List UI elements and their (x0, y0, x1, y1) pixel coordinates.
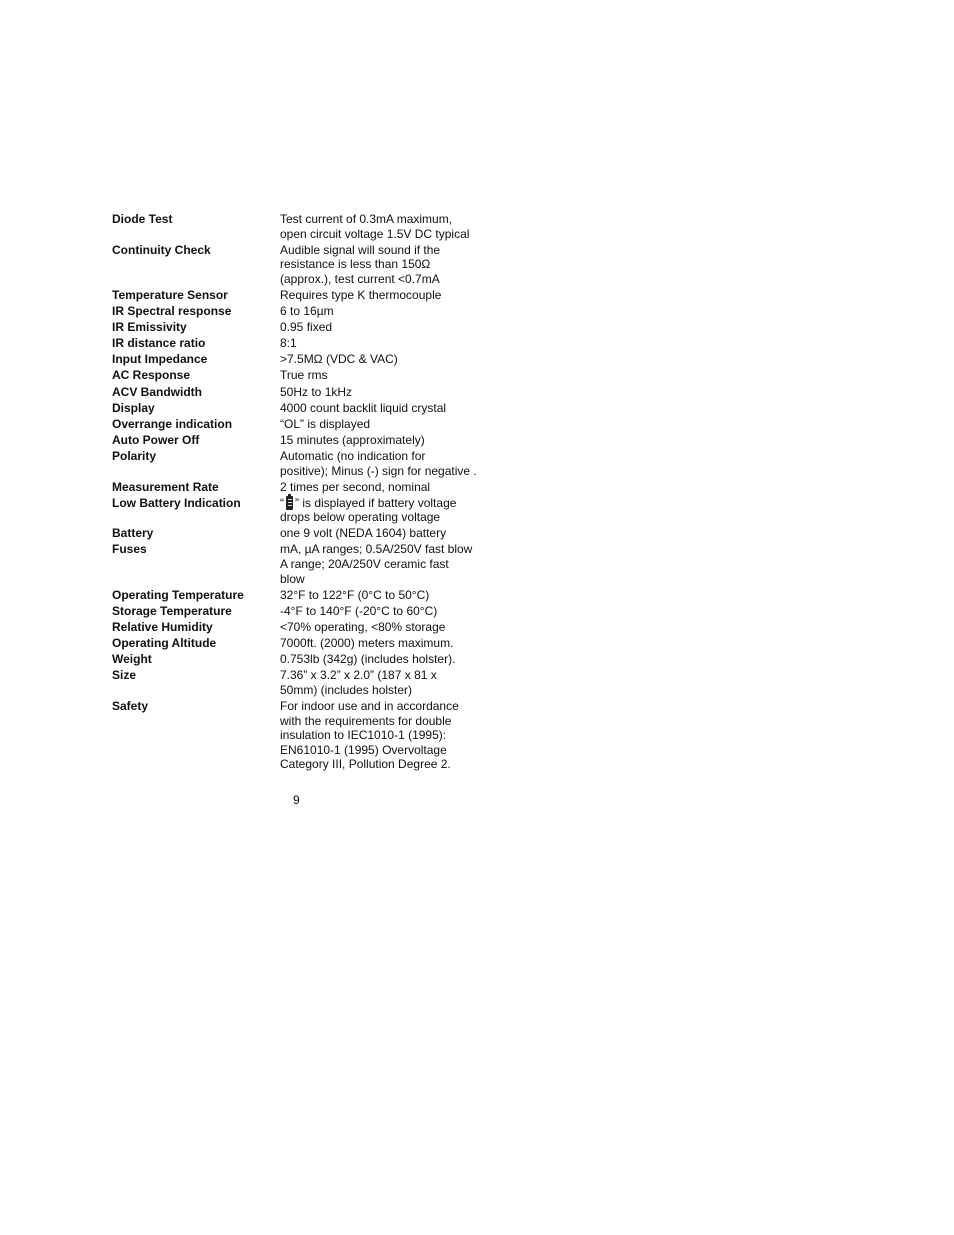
spec-label: Diode Test (112, 212, 173, 226)
spec-value: one 9 volt (NEDA 1604) battery (280, 526, 447, 541)
spec-value: >7.5MΩ (VDC & VAC) (280, 352, 398, 367)
spec-row-storage-temperature (112, 604, 502, 619)
spec-label: IR distance ratio (112, 336, 206, 351)
spec-label: Display (112, 400, 155, 415)
spec-row-ir-emissivity (112, 320, 502, 335)
spec-row-polarity (112, 449, 502, 478)
spec-label: Battery (112, 526, 154, 541)
spec-row-ir-spectral-response (112, 304, 502, 319)
spec-row-auto-power-off (112, 433, 502, 448)
spec-label: Temperature Sensor (112, 287, 228, 302)
spec-label: Low Battery Indication (112, 495, 241, 510)
spec-value: 0.753lb (342g) (includes holster). (280, 652, 456, 667)
spec-label: Overrange indication (112, 416, 233, 431)
spec-row-measurement-rate (112, 480, 502, 495)
spec-value: Audible signal will sound if the resistance is less than 150Ω (approx.), test current <0.7mA (280, 242, 441, 286)
spec-label: Storage Temperature (112, 603, 232, 618)
specifications-table (112, 212, 502, 773)
spec-row-low-battery-indication (112, 496, 502, 525)
spec-row-ac-response (112, 368, 502, 383)
spec-label: Safety (112, 698, 149, 713)
spec-value: <70% operating, <80% storage (280, 619, 446, 634)
spec-value: True rms (280, 368, 328, 383)
spec-value: 15 minutes (approximately) (280, 432, 425, 447)
spec-value: For indoor use and in accordance with the requirements for double insulation to IEC1010-1 (1995): EN61010-1 (1995) Overvoltage Category III, Pollution Degree 2. (280, 698, 459, 772)
spec-row-diode-test (112, 212, 502, 241)
spec-label: Operating Altitude (112, 636, 217, 651)
spec-label: Measurement Rate (112, 479, 219, 494)
spec-row-weight (112, 652, 502, 667)
spec-label: IR Spectral response (112, 304, 232, 319)
spec-row-ir-distance-ratio (112, 336, 502, 351)
spec-row-continuity-check (112, 243, 502, 287)
spec-label: Polarity (112, 448, 157, 463)
spec-row-battery (112, 526, 502, 541)
spec-value (280, 496, 502, 525)
spec-label: Continuity Check (112, 242, 211, 257)
spec-label: Operating Temperature (112, 587, 244, 602)
low-battery-text: ” is displayed if battery voltage drops below operating voltage (280, 495, 457, 525)
spec-row-operating-temperature (112, 588, 502, 603)
spec-row-fuses (112, 542, 502, 586)
spec-row-safety (112, 699, 502, 772)
spec-value: Automatic (no indication for positive); Minus (-) sign for negative . (280, 448, 477, 478)
spec-label: Size (112, 668, 137, 683)
spec-label: Auto Power Off (112, 432, 200, 447)
spec-row-size (112, 668, 502, 697)
spec-value: 32°F to 122°F (0°C to 50°C) (280, 587, 430, 602)
spec-row-acv-bandwidth (112, 385, 502, 400)
spec-label: AC Response (112, 368, 191, 383)
spec-label: Input Impedance (112, 352, 208, 367)
spec-value: 6 to 16µm (280, 304, 334, 319)
spec-value: -4°F to 140°F (-20°C to 60°C) (280, 603, 438, 618)
spec-row-input-impedance (112, 352, 502, 367)
spec-label: ACV Bandwidth (112, 384, 202, 399)
spec-label: Relative Humidity (112, 619, 213, 634)
spec-row-relative-humidity (112, 620, 502, 635)
spec-row-temperature-sensor (112, 288, 502, 303)
spec-row-operating-altitude (112, 636, 502, 651)
battery-icon (286, 496, 293, 510)
spec-value: 4000 count backlit liquid crystal (280, 400, 447, 415)
page-number: 9 (293, 793, 300, 807)
spec-row-overrange-indication (112, 417, 502, 432)
spec-row-display (112, 401, 502, 416)
spec-value: Test current of 0.3mA maximum, open circuit voltage 1.5V DC typical (280, 212, 470, 241)
low-battery-prefix: “ (280, 495, 284, 510)
spec-label: Fuses (112, 542, 147, 557)
spec-value: mA, µA ranges; 0.5A/250V fast blow A range; 20A/250V ceramic fast blow (280, 542, 473, 586)
spec-value: 2 times per second, nominal (280, 479, 431, 494)
spec-value: 50Hz to 1kHz (280, 384, 353, 399)
spec-value: 7.36” x 3.2” x 2.0” (187 x 81 x 50mm) (includes holster) (280, 668, 437, 697)
spec-value: 7000ft. (2000) meters maximum. (280, 636, 454, 651)
spec-value: 8:1 (280, 336, 297, 351)
spec-value: Requires type K thermocouple (280, 287, 442, 302)
spec-value: “OL” is displayed (280, 416, 371, 431)
spec-label: Weight (112, 652, 152, 667)
spec-value: 0.95 fixed (280, 320, 333, 335)
spec-label: IR Emissivity (112, 320, 187, 335)
